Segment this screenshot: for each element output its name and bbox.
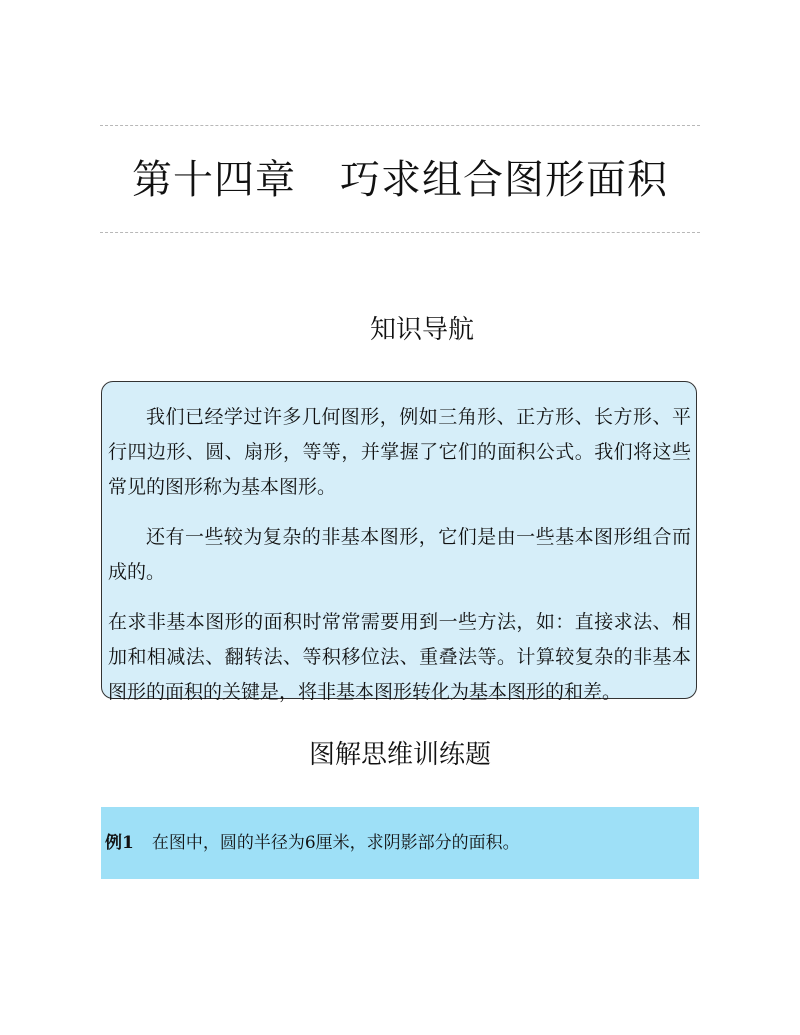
- example-bar: [101, 807, 699, 879]
- chapter-name: 巧求组合图形面积: [340, 157, 668, 203]
- knowledge-paragraph-2: 还有一些较为复杂的非基本图形，它们是由一些基本图形组合而成的。: [108, 526, 691, 583]
- training-heading: 图解思维训练题: [308, 740, 491, 770]
- knowledge-box: [101, 381, 697, 703]
- knowledge-paragraph-3: 在求非基本图形的面积时常常需要用到一些方法，如：直接求法、相加和相减法、翻转法、等积移位法、重叠法等。计算较复杂的非基本图形的面积的关键是，将非基本图形转化为基本图形的和差。: [108, 611, 691, 703]
- example-text: 在图中，圆的半径为6厘米，求阴影部分的面积。: [151, 833, 520, 853]
- example-label: 例1: [105, 833, 134, 853]
- knowledge-heading: 知识导航: [369, 315, 474, 345]
- top-dashed-divider: [100, 125, 700, 126]
- knowledge-paragraph-1: 我们已经学过许多几何图形，例如三角形、正方形、长方形、平行四边形、圆、扇形，等等，并掌握了它们的面积公式。我们将这些常见的图形称为基本图形。: [108, 406, 691, 498]
- bottom-dashed-divider: [100, 232, 700, 233]
- chapter-title: [100, 152, 700, 208]
- chapter-number: 第十四章: [132, 157, 296, 203]
